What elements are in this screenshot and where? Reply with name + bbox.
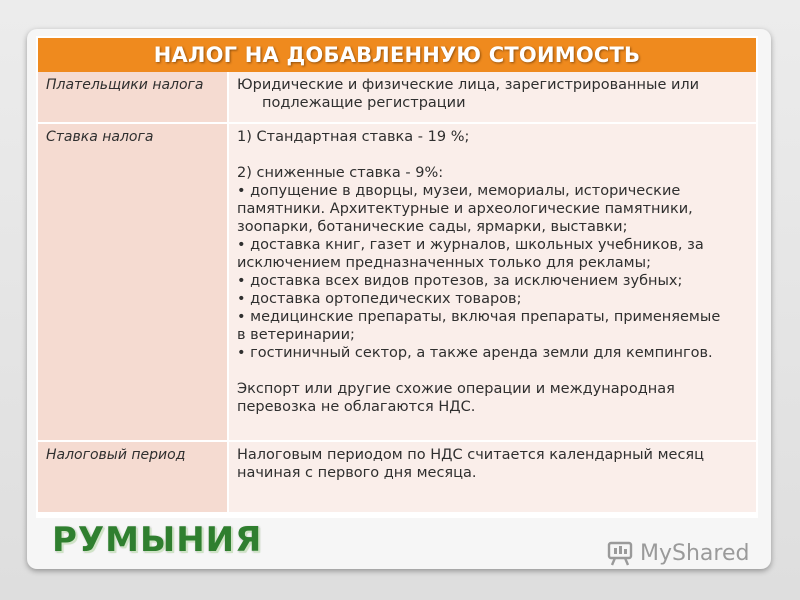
spacer [237,146,748,164]
content-line: 1) Стандартная ставка - 19 %; [237,129,470,145]
row-label: Налоговый период [38,441,228,513]
content-line: • гостиничный сектор, а также аренда земли для кемпингов. [237,345,713,361]
table-row-taxpayers [38,72,756,123]
content-line: Налоговым периодом по НДС считается календарный месяц [237,447,705,463]
row-content [228,123,756,441]
content-line: перевозка не облагаются НДС. [237,399,476,415]
content-line: • допущение в дворцы, музеи, мемориалы, исторические [237,183,681,199]
footer-title: РУМЫНИЯ [52,520,263,560]
content-line: • доставка книг, газет и журналов, школьных учебников, за [237,237,704,253]
brand-watermark [606,536,749,570]
content-line: • медицинские препараты, включая препараты, применяемые [237,309,721,325]
content-line: • доставка всех видов протезов, за исключением зубных; [237,273,683,289]
table-row-tax-rate [38,123,756,441]
content-line: начиная с первого дня месяца. [237,465,477,481]
title-bar [38,38,756,72]
content-line: 2) сниженные ставка - 9%: [237,165,444,181]
content-line: в ветеринарии; [237,327,355,343]
row-content [228,441,756,513]
slide-title: НАЛОГ НА ДОБАВЛЕННУЮ СТОИМОСТЬ [153,43,641,67]
brand-text: MyShared [640,540,750,566]
content-line: исключением предназначенных только для рекламы; [237,255,651,271]
vat-table [38,72,756,514]
content-line: Экспорт или другие схожие операции и международная [237,381,675,397]
spacer [237,362,748,380]
content-line: зоопарки, ботанические сады, ярмарки, выставки; [237,219,628,235]
myshared-logo-icon [606,538,636,568]
row-label: Плательщики налога [38,72,228,123]
table-row-tax-period [38,441,756,513]
content-line: подлежащие регистрации [262,95,466,111]
content-line: Юридические и физические лица, зарегистрированные или [237,77,700,93]
row-content [228,72,756,123]
content-line: памятники. Архитектурные и археологические памятники, [237,201,693,217]
row-label: Ставка налога [38,123,228,441]
content-line: • доставка ортопедических товаров; [237,291,522,307]
